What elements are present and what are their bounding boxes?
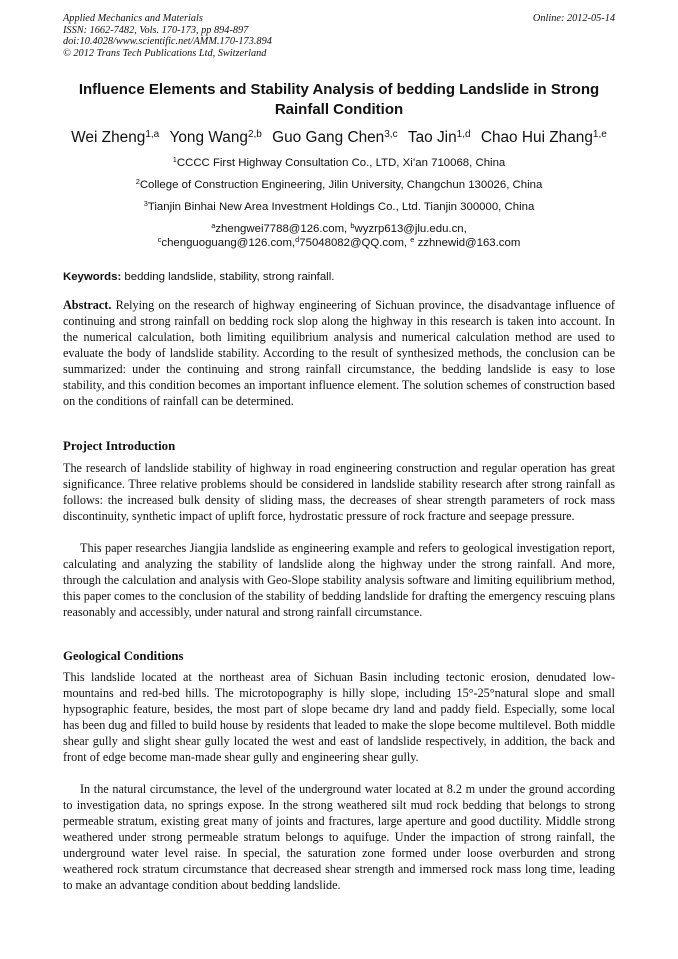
affiliation: $^1$CCCC First Highway Consultation Co., LTD, Xi’an 710068, China (172, 154, 506, 169)
abstract (63, 297, 615, 409)
abstract-text: Relying on the research of highway engineering of Sichuan province, the disadvantage influence of continuing and strong rainfall on bedding rock slop along the highway in this research is taken into account. In the numerical calculation, both limiting equilibrium analysis and numerical calculation method are used to evaluate the body of landslide stability. According to the result of synthesized methods, the conclusion can be summarized: under the continuing and strong rainfall circumstance, the bedding landslide is easy to lose stability, and this condition becomes an important influence element. The solution schemes of construction based on the conditions of rainfall can be determined. (63, 298, 615, 408)
journal-name: Applied Mechanics and Materials (63, 13, 203, 24)
email-line: $^a$zhengwei7788@126.com, $^b$wyzrp613@jlu.edu.cn, (211, 220, 467, 235)
paper-title: Influence Elements and Stability Analysis of bedding Landslide in Strong Rainfall Condition (78, 81, 600, 118)
keywords-label: Keywords: (63, 271, 122, 283)
online-date: Online: 2012-05-14 (532, 13, 615, 24)
paragraph: In the natural circumstance, the level of the underground water located at 8.2 m under the ground according to investigation data, no springs expose. In the strong weathered silt mud rock bedding that belongs to strong permeable stratum, existing great many of joints and fractures, large aperture and good ductility. Middle strong weathered under strong permeable stratum belongs to aquifuge. Under the impaction of strong rainfall, the underground water level raise. In special, the saturation zone formed under loose overburden and strong weathered rock stratum circumstance that decreased shear strength and immersed rock mass long time, leading to make an advantage condition about bedding landslide. (63, 782, 615, 892)
section-heading: Project Introduction (63, 439, 176, 453)
paragraph: The research of landslide stability of highway in road engineering construction and regular operation has great significance. Three relative problems should be considered in landslide stability research after strong rainfall as follows: the increased bulk density of sliding mass, the decreases of shear strength parameters of rock mass discontinuity, synthetic impact of uplift force, hydrostatic pressure of rock fracture and seepage pressure. (63, 461, 615, 523)
keywords-text: bedding landslide, stability, strong rainfall. (121, 271, 335, 283)
paragraph: This landslide located at the northeast area of Sichuan Basin including tectonic erosion, denudated low-mountains and red-bed hills. The microtopography is hilly slope, including 15°-25°natural slope and small hypsographic feature, besides, the most part of slope became dry land and paddy field. Especially, some local has been dug and filled to build house by residents that leaded to make the slope become multilevel. Both middle shear gully and slight shear gully located the west and east of landslide respectively, in addition, the back and front of edge become man-made shear gully and engineering shear gully. (63, 670, 615, 764)
copyright-line: © 2012 Trans Tech Publications Ltd, Switzerland (63, 48, 267, 60)
author: Tao Jin$^{1,d}$ (407, 128, 471, 146)
abstract-label: Abstract. (63, 298, 112, 312)
doi-line: doi:10.4028/www.scientific.net/AMM.170-173.894 (63, 36, 272, 48)
author: Guo Gang Chen$^{3,c}$ (272, 128, 398, 146)
author-list (40, 128, 638, 148)
issn-line: ISSN: 1662-7482, Vols. 170-173, pp 894-897 (63, 24, 249, 36)
author: Yong Wang$^{2,b}$ (169, 128, 262, 146)
author: Chao Hui Zhang$^{1,e}$ (480, 128, 607, 146)
email-line: $^c$chenguoguang@126.com,$^d$75048082@QQ.com, $^e$ zzhnewid@163.com (157, 234, 521, 249)
affiliation: $^3$Tianjin Binhai New Area Investment Holdings Co., Ltd. Tianjin 300000, China (143, 198, 535, 213)
journal-header (63, 13, 423, 60)
keywords (63, 270, 615, 284)
paragraph: This paper researches Jiangjia landslide as engineering example and refers to geological investigation report, calculating and analyzing the stability of landslide along the highway under the strong rainfall. And more, through the calculation and analysis with Geo-Slope stability analysis software and limiting equilibrium method, this paper comes to the conclusion of the stability of bedding landslide for drafting the emergency rescuing plans reasonably and accessibly, under natural and strong rainfall circumstance. (63, 541, 615, 619)
affiliation: $^2$College of Construction Engineering, Jilin University, Changchun 130026, China (135, 176, 543, 191)
section-heading: Geological Conditions (63, 649, 184, 663)
author: Wei Zheng$^{1,a}$ (71, 128, 160, 146)
